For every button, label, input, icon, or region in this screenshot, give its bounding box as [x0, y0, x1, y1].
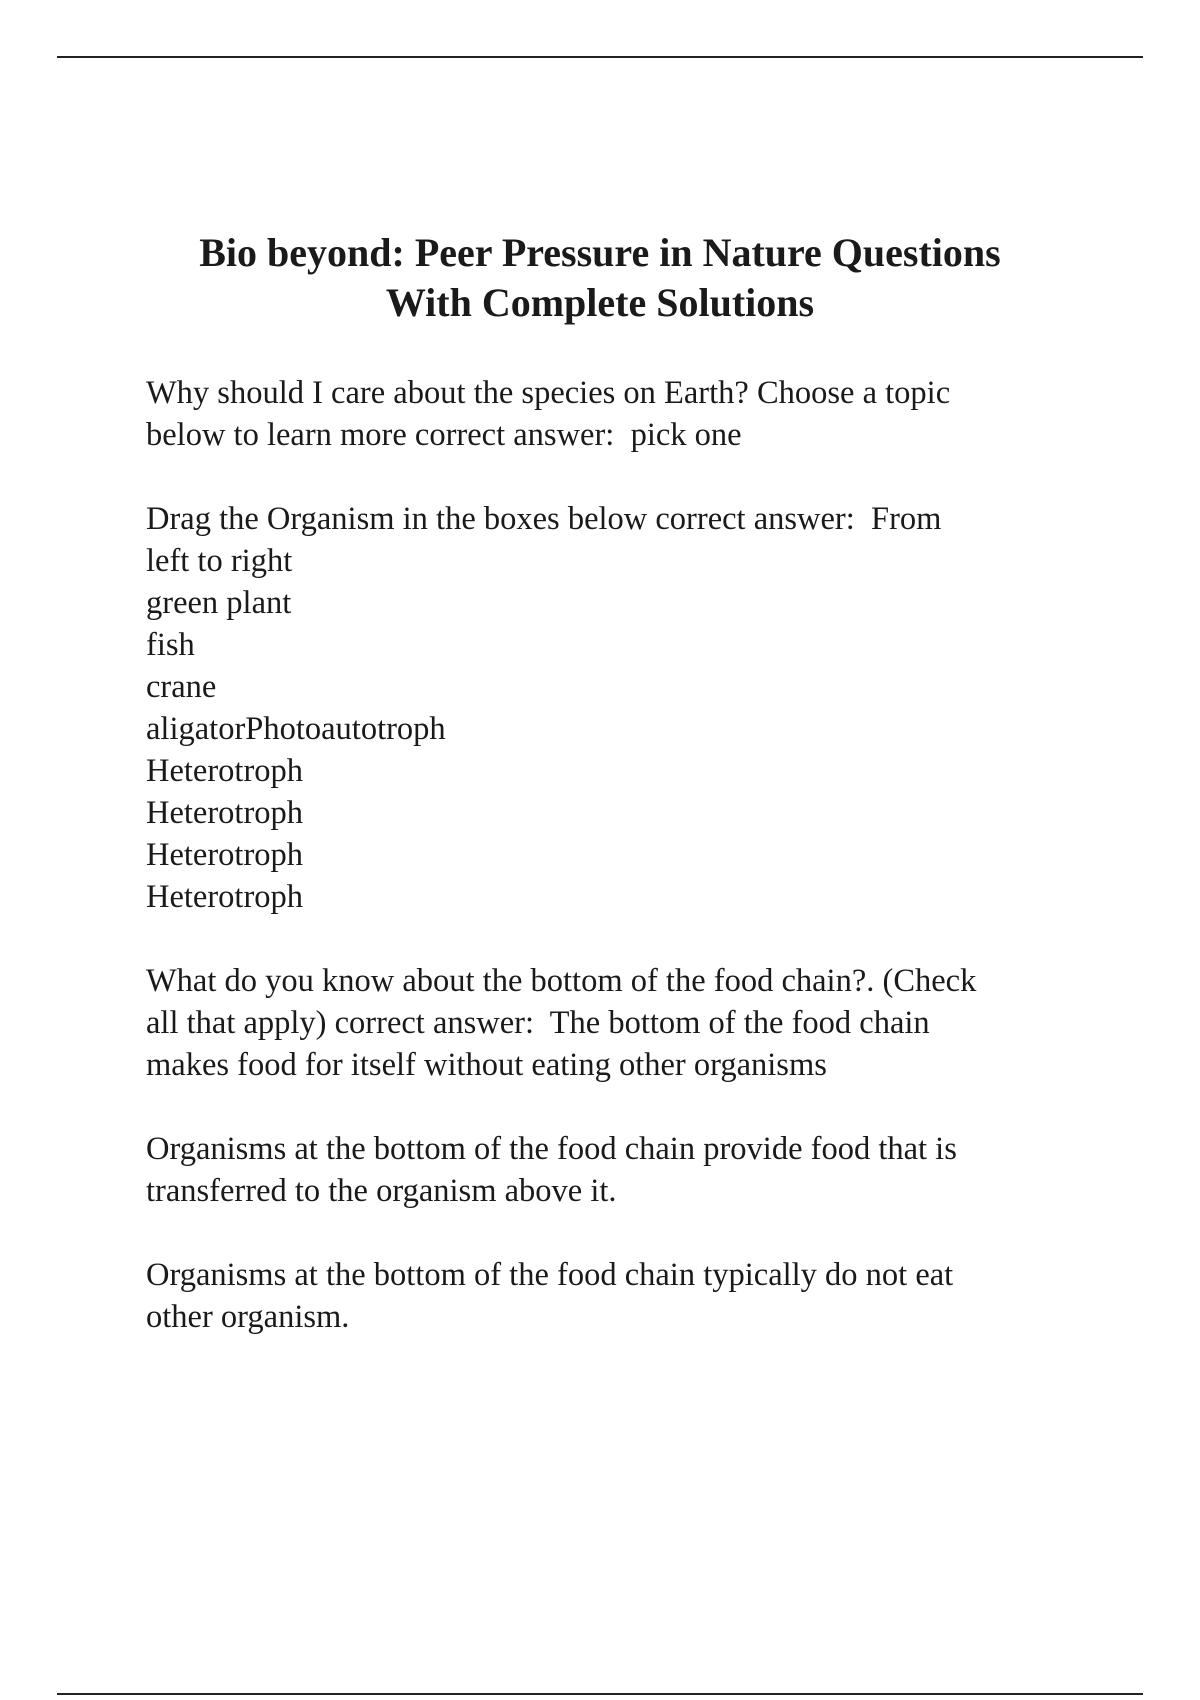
question-paragraph [146, 372, 1096, 456]
document-body [146, 372, 1096, 1338]
question-paragraph [146, 960, 1096, 1086]
document-title [100, 228, 1100, 328]
text-line: Organisms at the bottom of the food chain provide food that is [146, 1131, 957, 1167]
text-line: Organisms at the bottom of the food chain typically do not eat [146, 1257, 954, 1293]
text-line: below to learn more correct answer: pick one [146, 417, 742, 453]
bottom-divider [57, 1693, 1143, 1695]
text-line: What do you know about the bottom of the food chain?. (Check [146, 963, 977, 999]
text-line: crane [146, 669, 217, 705]
text-line: other organism. [146, 1299, 350, 1335]
text-line: left to right [146, 543, 293, 579]
text-line: Why should I care about the species on Earth? Choose a topic [146, 375, 951, 411]
text-line: transferred to the organism above it. [146, 1173, 617, 1209]
text-line: Heterotroph [146, 753, 304, 789]
answer-paragraph [146, 1128, 1096, 1212]
title-line: With Complete Solutions [385, 280, 815, 325]
text-line: Heterotroph [146, 879, 304, 915]
title-line: Bio beyond: Peer Pressure in Nature Questions [199, 230, 1001, 275]
text-line: Drag the Organism in the boxes below correct answer: From [146, 501, 942, 537]
text-line: green plant [146, 585, 292, 621]
text-line: aligatorPhotoautotroph [146, 711, 446, 747]
text-line: fish [146, 627, 195, 663]
answer-paragraph [146, 1254, 1096, 1338]
text-line: all that apply) correct answer: The bottom of the food chain [146, 1005, 930, 1041]
text-line: makes food for itself without eating other organisms [146, 1047, 827, 1083]
text-line: Heterotroph [146, 837, 304, 873]
top-divider [57, 56, 1143, 58]
question-paragraph [146, 498, 1096, 918]
text-line: Heterotroph [146, 795, 304, 831]
